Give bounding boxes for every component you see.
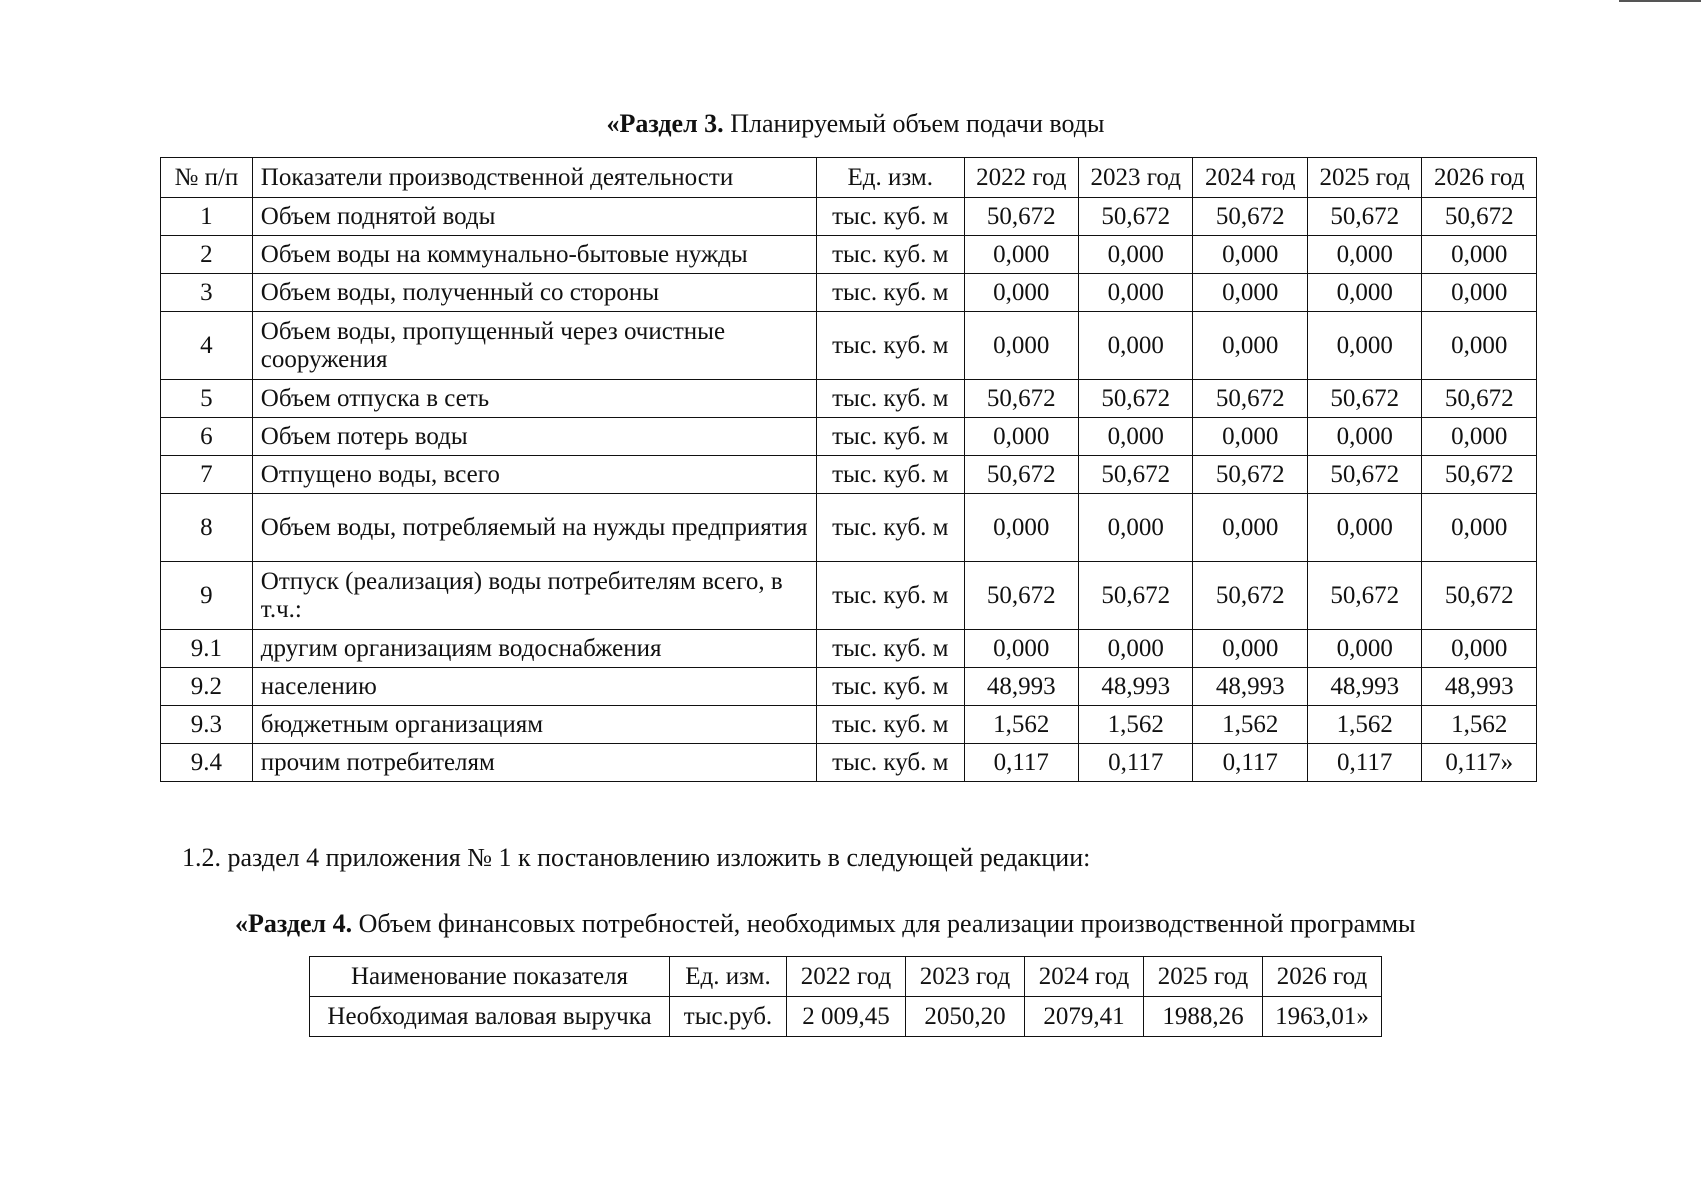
value-2023: 50,672 xyxy=(1079,198,1193,236)
value-2022: 48,993 xyxy=(964,668,1078,706)
value-2023: 0,000 xyxy=(1079,236,1193,274)
value-2023: 50,672 xyxy=(1079,380,1193,418)
value-2025: 0,000 xyxy=(1307,312,1421,380)
value-2025: 50,672 xyxy=(1307,380,1421,418)
value-2022: 1,562 xyxy=(964,706,1078,744)
row-number: 9.4 xyxy=(161,744,253,782)
value-2023: 48,993 xyxy=(1079,668,1193,706)
value-2024: 48,993 xyxy=(1193,668,1307,706)
row-unit: тыс. куб. м xyxy=(817,706,965,744)
value-2025: 50,672 xyxy=(1307,456,1421,494)
row-indicator: Объем поднятой воды xyxy=(252,198,816,236)
row-indicator: Объем отпуска в сеть xyxy=(252,380,816,418)
value-2023: 0,000 xyxy=(1079,274,1193,312)
row-unit: тыс.руб. xyxy=(670,997,787,1037)
value-2025: 0,000 xyxy=(1307,630,1421,668)
table-row xyxy=(161,706,1537,744)
row-number: 7 xyxy=(161,456,253,494)
value-2023: 1,562 xyxy=(1079,706,1193,744)
header-number: № п/п xyxy=(161,158,253,198)
header-year-2024: 2024 год xyxy=(1193,158,1307,198)
row-number: 2 xyxy=(161,236,253,274)
value-2022: 50,672 xyxy=(964,198,1078,236)
row-number: 9.3 xyxy=(161,706,253,744)
table-row xyxy=(161,668,1537,706)
row-unit: тыс. куб. м xyxy=(817,562,965,630)
row-indicator: другим организациям водоснабжения xyxy=(252,630,816,668)
financial-needs-table xyxy=(309,956,1382,1037)
value-2024: 0,000 xyxy=(1193,418,1307,456)
value-2024: 2079,41 xyxy=(1025,997,1144,1037)
value-2023: 0,117 xyxy=(1079,744,1193,782)
table-row xyxy=(161,562,1537,630)
value-2024: 50,672 xyxy=(1193,380,1307,418)
row-number: 8 xyxy=(161,494,253,562)
value-2025: 48,993 xyxy=(1307,668,1421,706)
header-indicator: Показатели производственной деятельности xyxy=(252,158,816,198)
value-2022: 0,000 xyxy=(964,494,1078,562)
table-header-row xyxy=(161,158,1537,198)
value-2026: 50,672 xyxy=(1422,456,1537,494)
section-4-title-bold: «Раздел 4. xyxy=(235,909,353,938)
value-2025: 1988,26 xyxy=(1144,997,1263,1037)
value-2026: 0,000 xyxy=(1422,630,1537,668)
value-2024: 0,000 xyxy=(1193,312,1307,380)
value-2022: 50,672 xyxy=(964,456,1078,494)
value-2025: 0,000 xyxy=(1307,274,1421,312)
value-2023: 50,672 xyxy=(1079,456,1193,494)
row-number: 9.2 xyxy=(161,668,253,706)
value-2022: 0,000 xyxy=(964,236,1078,274)
section-4-title xyxy=(235,908,1416,940)
water-supply-table xyxy=(160,157,1537,782)
table-row xyxy=(161,456,1537,494)
value-2026: 0,117» xyxy=(1422,744,1537,782)
value-2025: 1,562 xyxy=(1307,706,1421,744)
header-year-2026: 2026 год xyxy=(1422,158,1537,198)
value-2022: 2 009,45 xyxy=(787,997,906,1037)
row-unit: тыс. куб. м xyxy=(817,668,965,706)
header-year-2023: 2023 год xyxy=(906,957,1025,997)
value-2024: 50,672 xyxy=(1193,456,1307,494)
section-3-title-bold: «Раздел 3. xyxy=(606,109,724,138)
page-edge-mark xyxy=(1619,0,1701,2)
value-2026: 0,000 xyxy=(1422,274,1537,312)
table-row xyxy=(161,630,1537,668)
row-unit: тыс. куб. м xyxy=(817,274,965,312)
value-2023: 0,000 xyxy=(1079,418,1193,456)
row-indicator: прочим потребителям xyxy=(252,744,816,782)
row-unit: тыс. куб. м xyxy=(817,456,965,494)
value-2026: 1,562 xyxy=(1422,706,1537,744)
value-2022: 0,000 xyxy=(964,630,1078,668)
table-row xyxy=(161,312,1537,380)
row-unit: тыс. куб. м xyxy=(817,198,965,236)
value-2022: 0,000 xyxy=(964,274,1078,312)
value-2023: 0,000 xyxy=(1079,630,1193,668)
table-row xyxy=(161,744,1537,782)
table-header-row xyxy=(310,957,1382,997)
row-number: 9 xyxy=(161,562,253,630)
header-year-2023: 2023 год xyxy=(1079,158,1193,198)
row-unit: тыс. куб. м xyxy=(817,418,965,456)
value-2022: 0,000 xyxy=(964,418,1078,456)
row-unit: тыс. куб. м xyxy=(817,236,965,274)
row-indicator: Объем воды на коммунально-бытовые нужды xyxy=(252,236,816,274)
table-row xyxy=(161,236,1537,274)
row-indicator: Объем воды, полученный со стороны xyxy=(252,274,816,312)
row-number: 3 xyxy=(161,274,253,312)
table-row xyxy=(161,198,1537,236)
row-unit: тыс. куб. м xyxy=(817,380,965,418)
row-indicator: Объем воды, пропущенный через очистные сооружения xyxy=(252,312,816,380)
value-2026: 50,672 xyxy=(1422,380,1537,418)
row-indicator: населению xyxy=(252,668,816,706)
value-2026: 48,993 xyxy=(1422,668,1537,706)
value-2026: 50,672 xyxy=(1422,198,1537,236)
section-4-title-text: Объем финансовых потребностей, необходимых для реализации производственной программы xyxy=(352,909,1416,938)
value-2024: 1,562 xyxy=(1193,706,1307,744)
header-year-2025: 2025 год xyxy=(1307,158,1421,198)
amendment-paragraph: 1.2. раздел 4 приложения № 1 к постановлению изложить в следующей редакции: xyxy=(182,843,1091,872)
value-2025: 50,672 xyxy=(1307,198,1421,236)
row-unit: тыс. куб. м xyxy=(817,312,965,380)
value-2023: 50,672 xyxy=(1079,562,1193,630)
header-year-2024: 2024 год xyxy=(1025,957,1144,997)
header-year-2026: 2026 год xyxy=(1263,957,1382,997)
table-row xyxy=(161,380,1537,418)
value-2023: 0,000 xyxy=(1079,312,1193,380)
value-2024: 0,117 xyxy=(1193,744,1307,782)
table-row xyxy=(161,494,1537,562)
value-2026: 0,000 xyxy=(1422,236,1537,274)
value-2025: 0,000 xyxy=(1307,236,1421,274)
value-2022: 50,672 xyxy=(964,380,1078,418)
value-2025: 0,117 xyxy=(1307,744,1421,782)
row-unit: тыс. куб. м xyxy=(817,630,965,668)
row-number: 1 xyxy=(161,198,253,236)
header-year-2022: 2022 год xyxy=(787,957,906,997)
row-indicator: Отпущено воды, всего xyxy=(252,456,816,494)
value-2022: 50,672 xyxy=(964,562,1078,630)
value-2022: 0,000 xyxy=(964,312,1078,380)
header-year-2022: 2022 год xyxy=(964,158,1078,198)
value-2025: 50,672 xyxy=(1307,562,1421,630)
value-2024: 0,000 xyxy=(1193,630,1307,668)
row-indicator: Необходимая валовая выручка xyxy=(310,997,670,1037)
value-2022: 0,117 xyxy=(964,744,1078,782)
section-3-title xyxy=(5,108,1701,140)
row-unit: тыс. куб. м xyxy=(817,494,965,562)
value-2023: 0,000 xyxy=(1079,494,1193,562)
row-number: 5 xyxy=(161,380,253,418)
header-year-2025: 2025 год xyxy=(1144,957,1263,997)
value-2026: 50,672 xyxy=(1422,562,1537,630)
row-indicator: Отпуск (реализация) воды потребителям всего, в т.ч.: xyxy=(252,562,816,630)
table-row xyxy=(161,418,1537,456)
value-2024: 50,672 xyxy=(1193,198,1307,236)
value-2024: 0,000 xyxy=(1193,236,1307,274)
row-number: 4 xyxy=(161,312,253,380)
row-number: 6 xyxy=(161,418,253,456)
value-2024: 50,672 xyxy=(1193,562,1307,630)
value-2026: 0,000 xyxy=(1422,312,1537,380)
value-2025: 0,000 xyxy=(1307,418,1421,456)
table-row xyxy=(310,997,1382,1037)
row-unit: тыс. куб. м xyxy=(817,744,965,782)
value-2023: 2050,20 xyxy=(906,997,1025,1037)
value-2024: 0,000 xyxy=(1193,494,1307,562)
value-2024: 0,000 xyxy=(1193,274,1307,312)
section-3-title-text: Планируемый объем подачи воды xyxy=(723,109,1105,138)
value-2026: 1963,01» xyxy=(1263,997,1382,1037)
header-unit: Ед. изм. xyxy=(670,957,787,997)
row-indicator: бюджетным организациям xyxy=(252,706,816,744)
row-indicator: Объем воды, потребляемый на нужды предприятия xyxy=(252,494,816,562)
value-2026: 0,000 xyxy=(1422,418,1537,456)
row-indicator: Объем потерь воды xyxy=(252,418,816,456)
row-number: 9.1 xyxy=(161,630,253,668)
value-2026: 0,000 xyxy=(1422,494,1537,562)
header-indicator-name: Наименование показателя xyxy=(310,957,670,997)
header-unit: Ед. изм. xyxy=(817,158,965,198)
table-row xyxy=(161,274,1537,312)
value-2025: 0,000 xyxy=(1307,494,1421,562)
